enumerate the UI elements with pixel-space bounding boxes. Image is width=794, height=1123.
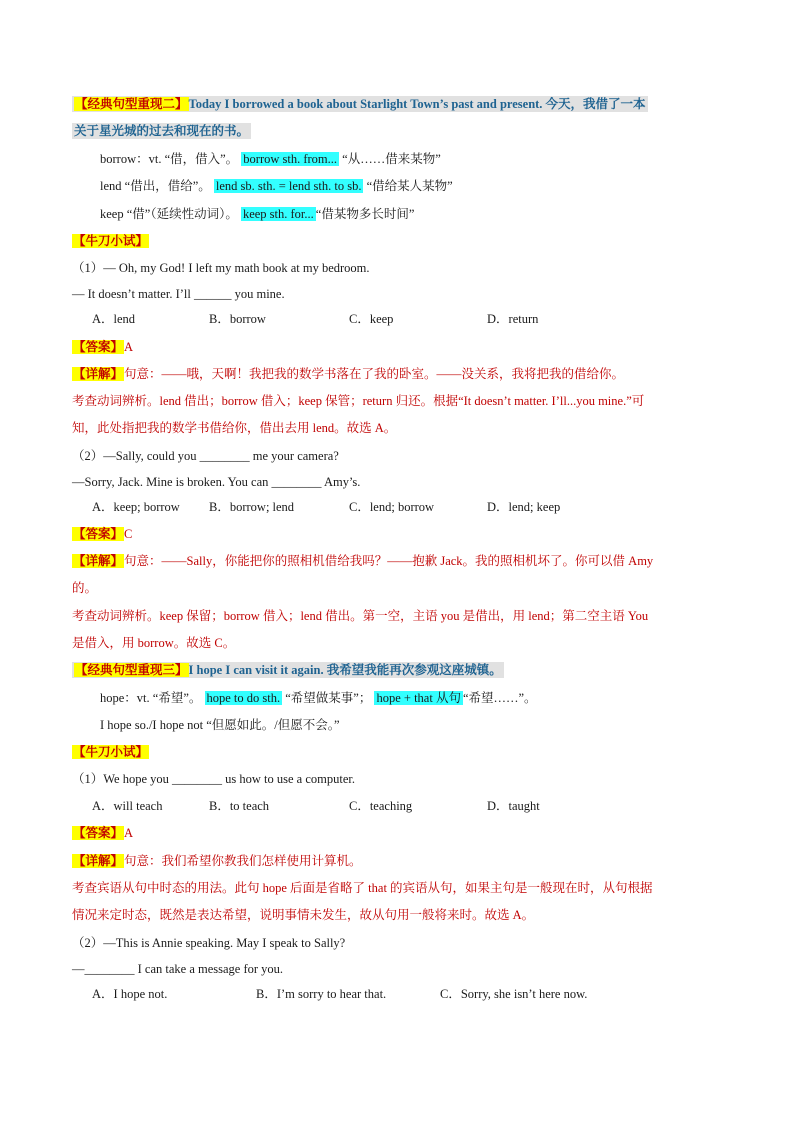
hope-so-line: I hope so./I hope not “但愿如此。/但愿不会。”	[100, 718, 340, 732]
section2-tag: 【经典句型重现二】	[75, 97, 188, 111]
q2-detail-3: 考查动词辨析。keep 保留；borrow 借入；lend 借出。第一空，主语 you 是借出，用 lend；第二空主语 You	[72, 609, 649, 623]
q1-detail-1	[72, 365, 624, 383]
q3-detail-2: 考查宾语从句中时态的用法。此句 hope 后面是省略了 that 的宾语从句，如果主句是一般现在时，从句根据	[72, 881, 653, 895]
q3-option-a: A．will teach	[92, 799, 163, 813]
hope-clause: 从句	[435, 691, 461, 705]
lend-phrase: lend sb. sth. = lend sth. to sb.	[215, 179, 362, 193]
keep-line	[100, 205, 414, 223]
answer-label: 【答案】	[73, 340, 124, 354]
q2-stem-1: （2）—Sally, could you ________ me your camera?	[72, 449, 339, 463]
q3-detail-3: 情况来定时态，既然是表达希望，说明事情未发生，故从句用一般将来时。故选 A。	[72, 908, 535, 922]
q2-option-a: A．keep; borrow	[92, 500, 180, 514]
borrow-meaning: “从……借来某物”	[342, 152, 441, 166]
q1-answer	[72, 338, 133, 356]
detail-label: 【详解】	[73, 554, 124, 568]
lend-meaning: “借给某人某物”	[366, 179, 453, 193]
q2-detail-text-1: 句意：——Sally，你能把你的照相机借给我吗？——抱歉 Jack。我的照相机坏了。你可以借 Amy	[124, 554, 654, 568]
q3-stem-1: （1）We hope you ________ us how to use a computer.	[72, 772, 355, 786]
q1-stem-1: （1）— Oh, my God! I left my math book at my bedroom.	[72, 261, 370, 275]
q4-stem-2: —________ I can take a message for you.	[72, 962, 284, 976]
q2-detail-2: 的。	[72, 581, 98, 595]
practice-label-1	[72, 232, 149, 250]
q2-option-d: D．lend; keep	[487, 500, 561, 514]
q3-detail-text-1: 句意：我们希望你教我们怎样使用计算机。	[124, 854, 362, 868]
q1-answer-value: A	[124, 340, 134, 354]
lend-line	[100, 177, 453, 195]
q4-option-b: B．I’m sorry to hear that.	[256, 987, 387, 1001]
practice-label-text: 【牛刀小试】	[73, 234, 149, 248]
borrow-line	[100, 150, 441, 168]
section2-sentence: Today I borrowed a book about Starlight Town’s past and present. 今天，我借了一本	[188, 97, 646, 111]
keep-phrase: keep sth. for...	[242, 207, 314, 221]
q1-option-b: B．borrow	[209, 312, 266, 326]
practice-label-text: 【牛刀小试】	[73, 745, 149, 759]
section2-heading-cont	[72, 122, 251, 140]
q1-option-d: D．return	[487, 312, 539, 326]
keep-meaning: “借某物多长时间”	[315, 207, 415, 221]
q3-answer-value: A	[124, 826, 134, 840]
practice-label-2	[72, 743, 149, 761]
q2-answer-value: C	[124, 527, 133, 541]
keep-def: keep “借”（延续性动词）。	[100, 207, 238, 221]
q3-option-b: B．to teach	[209, 799, 270, 813]
q2-option-b: B．borrow; lend	[209, 500, 295, 514]
section3-sentence: I hope I can visit it again. 我希望我能再次参观这座城镇。	[188, 663, 502, 677]
q2-stem-2: —Sorry, Jack. Mine is broken. You can ________ Amy’s.	[72, 475, 361, 489]
section3-heading	[72, 661, 504, 679]
detail-label: 【详解】	[73, 854, 124, 868]
hope-line	[100, 689, 537, 707]
q2-answer	[72, 525, 132, 543]
borrow-phrase: borrow sth. from...	[243, 152, 338, 166]
answer-label: 【答案】	[73, 527, 124, 541]
hope-def: hope：vt. “希望”。	[100, 691, 202, 705]
q4-stem-1: （2）—This is Annie speaking. May I speak to Sally?	[72, 936, 346, 950]
q1-option-a: A．lend	[92, 312, 136, 326]
detail-label: 【详解】	[73, 367, 124, 381]
q3-answer	[72, 824, 133, 842]
q4-option-c: C．Sorry, she isn’t here now.	[440, 987, 588, 1001]
q4-option-a: A．I hope not.	[92, 987, 168, 1001]
lend-def: lend “借出，借给”。	[100, 179, 211, 193]
answer-label: 【答案】	[73, 826, 124, 840]
hope-meaning-2: “希望……”。	[462, 691, 537, 705]
section2-sentence-cont: 关于星光城的过去和现在的书。	[74, 124, 250, 138]
q2-option-c: C．lend; borrow	[349, 500, 435, 514]
q1-detail-2: 考查动词辨析。lend 借出；borrow 借入；keep 保管；return 归还。根据“It doesn’t matter. I’ll...you mine.”可	[72, 394, 645, 408]
borrow-def: borrow：vt. “借，借入”。	[100, 152, 239, 166]
hope-phrase-2	[374, 691, 462, 705]
section2-heading	[72, 95, 648, 113]
q1-detail-text-1: 句意：——哦，天啊！我把我的数学书落在了我的卧室。——没关系，我将把我的借给你。	[124, 367, 625, 381]
q3-option-c: C．teaching	[349, 799, 413, 813]
hope-phrase-1: hope to do sth.	[206, 691, 281, 705]
q1-detail-3: 知，此处指把我的数学书借给你，借出去用 lend。故选 A。	[72, 421, 397, 435]
q2-detail-1	[72, 552, 653, 570]
q3-option-d: D．taught	[487, 799, 540, 813]
q1-option-c: C．keep	[349, 312, 394, 326]
hope-meaning-1: “希望做某事”；	[285, 691, 372, 705]
q3-detail-1	[72, 852, 362, 870]
q1-stem-2: — It doesn’t matter. I’ll ______ you mine.	[72, 287, 285, 301]
q2-detail-4: 是借入，用 borrow。故选 C。	[72, 636, 236, 650]
section3-tag: 【经典句型重现三】	[75, 663, 188, 677]
hope-phrase-2-text: hope + that	[376, 691, 433, 705]
